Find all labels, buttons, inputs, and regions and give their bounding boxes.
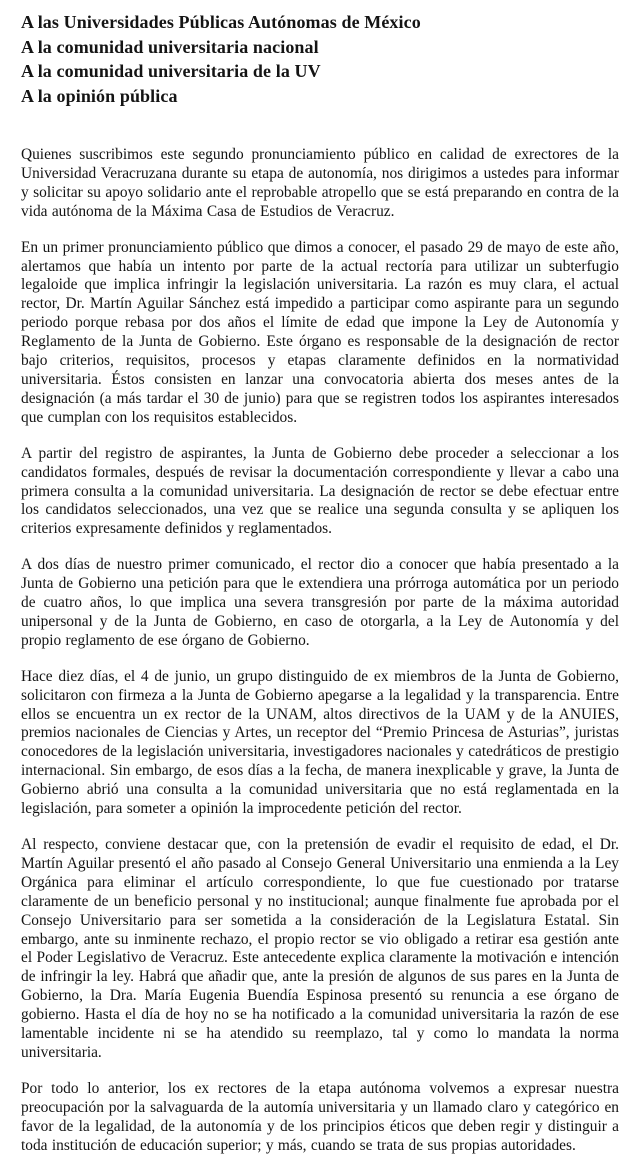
paragraph-selection-process: A partir del registro de aspirantes, la Junta de Gobierno debe proceder a seleccionar a los candidatos formales, después de revisar la documentación correspondiente y llevar a cabo una primera consulta a la comunidad universitaria. La designación de rector se debe efectuar entre los candidatos seleccionados, una vez que se realice una segunda consulta y se apliquen los criterios expresamente definidos y reglamentados. <box>21 444 619 538</box>
document-body <box>21 146 619 1156</box>
paragraph-rector-petition: A dos días de nuestro primer comunicado, el rector dio a conocer que había presentado a la Junta de Gobierno una petición para que le extendiera una prórroga automática por un periodo de cuatro años, lo que implica una severa transgresión por parte de la máxima autoridad unipersonal y de la Junta de Gobierno, en caso de otorgarla, a la Ley de Autonomía y del propio reglamento de ese órgano de Gobierno. <box>21 556 619 649</box>
paragraph-intro: Quienes suscribimos este segundo pronunciamiento público en calidad de exrectores de la Universidad Veracruzana durante su etapa de autonomía, nos dirigimos a ustedes para informar y solicitar su apoyo solidario ante el reprobable atropello que se está preparando en contra de la vida autónoma de la Máxima Casa de Estudios de Veracruz. <box>21 146 619 220</box>
addressee-line-universities: A las Universidades Públicas Autónomas de México <box>21 12 421 32</box>
paragraph-closing: Por todo lo anterior, los ex rectores de la etapa autónoma volvemos a expresar nuestra preocupación por la salvaguarda de la automía universitaria y un llamado claro y categórico en favor de la legalidad, de la autonomía y de los principios éticos que deben regir y distinguir a toda institución de educación superior; y más, cuando se trata de sus propias autoridades. <box>21 1079 619 1154</box>
paragraph-background: Al respecto, conviene destacar que, con la pretensión de evadir el requisito de edad, el Dr. Martín Aguilar presentó el año pasado al Consejo General Universitario una enmienda a la Ley Orgánica para eliminar el artículo correspondiente, lo que fue cuestionado por tratarse claramente de un beneficio personal y no institucional; aunque finalmente fue aprobada por el Consejo Universitario para ser sometida a la consideración de la Legislatura Estatal. Sin embargo, ante su inminente rechazo, el propio rector se vio obligado a retirar esa gestión ante el Poder Legislativo de Veracruz. Este antecedente explica claramente la motivación e intención de infringir la ley. Habrá que añadir que, ante la presión de algunos de sus pares en la Junta de Gobierno, la Dra. María Eugenia Buendía Espinosa presentó su renuncia a ese órgano de gobierno. Hasta el día de hoy no se ha notificado a la comunidad universitaria la razón de ese lamentable incidente ni se ha atendido su reemplazo, tal y como lo mandata la norma universitaria. <box>21 836 619 1061</box>
document-addressees <box>21 10 619 108</box>
addressee-line-uv-community: A la comunidad universitaria de la UV <box>21 61 321 81</box>
addressee-line-public-opinion: A la opinión pública <box>21 85 178 106</box>
paragraph-first-statement: En un primer pronunciamiento público que dimos a conocer, el pasado 29 de mayo de este año, alertamos que había un intento por parte de la actual rectoría para utilizar un subterfugio legaloide que implica infringir la legislación universitaria. La razón es muy clara, el actual rector, Dr. Martín Aguilar Sánchez está impedido a participar como aspirante para un segundo periodo porque rebasa por dos años el límite de edad que impone la Ley de Autonomía y Reglamento de la Junta de Gobierno. Este órgano es responsable de la designación de rector bajo criterios, requisitos, procesos y etapas claramente definidos en la normatividad universitaria. Éstos consisten en lanzar una convocatoria abierta dos meses antes de la designación (a más tardar el 30 de junio) para que se registren todos los aspirantes interesados que cumplan con los requisitos establecidos. <box>21 238 619 426</box>
paragraph-ex-members: Hace diez días, el 4 de junio, un grupo distinguido de ex miembros de la Junta de Gobierno, solicitaron con firmeza a la Junta de Gobierno apegarse a la legalidad y la transparencia. Entre ellos se encuentra un ex rector de la UNAM, altos directivos de la UAM y de la ANUIES, premios nacionales de Ciencias y Artes, un receptor del “Premio Princesa de Asturias”, juristas conocedores de la legislación universitaria, investigadores nacionales y catedráticos de prestigio internacional. Sin embargo, de esos días a la fecha, de manera inexplicable y grave, la Junta de Gobierno abrió una consulta a la comunidad universitaria que no está reglamentada en la legislación, para someter a opinión la improcedente petición del rector. <box>21 667 619 818</box>
addressee-line-national-community: A la comunidad universitaria nacional <box>21 36 319 57</box>
